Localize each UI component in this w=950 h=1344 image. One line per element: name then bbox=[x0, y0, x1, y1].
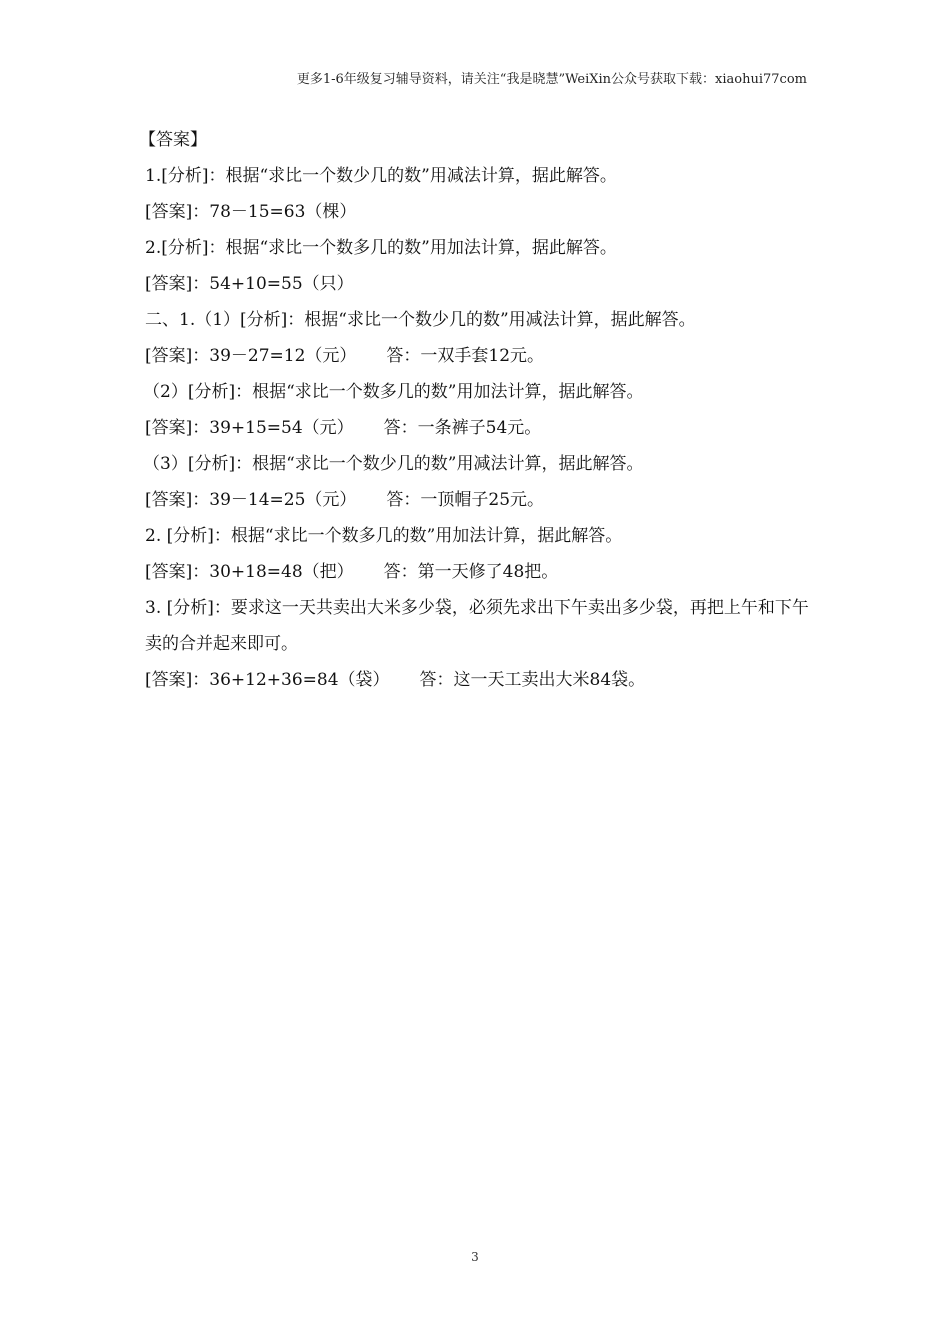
answer-line-5 bbox=[145, 482, 825, 518]
answer-line-1: [答案]：78－15=63（棵） bbox=[145, 202, 357, 222]
answer-line-4 bbox=[145, 410, 825, 446]
analysis-line-1: 1.[分析]：根据“求比一个数少几的数”用减法计算，据此解答。 bbox=[145, 166, 617, 186]
section-title: 【答案】 bbox=[139, 130, 207, 150]
answer-response: 答：一双手套12元。 bbox=[386, 346, 545, 366]
page-number: 3 bbox=[471, 1250, 479, 1264]
answer-equation: [答案]：39+15=54（元） bbox=[145, 418, 354, 438]
answer-equation: [答案]：36+12+36=84（袋） bbox=[145, 670, 390, 690]
answer-equation: [答案]：39－27=12（元） bbox=[145, 346, 357, 366]
answer-line-6 bbox=[145, 554, 825, 590]
answer-response: 答：第一天修了48把。 bbox=[383, 562, 559, 582]
answer-content bbox=[139, 122, 825, 698]
answer-line-3 bbox=[145, 338, 825, 374]
analysis-line-6: 2. [分析]：根据“求比一个数多几的数”用加法计算，据此解答。 bbox=[145, 526, 623, 546]
answer-line-2: [答案]：54+10=55（只） bbox=[145, 274, 354, 294]
analysis-line-3: 二、1.（1）[分析]：根据“求比一个数少几的数”用减法计算，据此解答。 bbox=[145, 310, 696, 330]
answer-equation: [答案]：30+18=48（把） bbox=[145, 562, 354, 582]
analysis-line-2: 2.[分析]：根据“求比一个数多几的数”用加法计算，据此解答。 bbox=[145, 238, 617, 258]
page-header: 更多1-6年级复习辅导资料，请关注“我是晓慧”WeiXin公众号获取下载：xiaohui77com bbox=[296, 72, 807, 87]
analysis-line-7: 3. [分析]：要求这一天共卖出大米多少袋，必须先求出下午卖出多少袋，再把上午和下午卖的合并起来即可。 bbox=[145, 598, 809, 654]
answer-response: 答：一顶帽子25元。 bbox=[386, 490, 545, 510]
answer-response: 答：一条裤子54元。 bbox=[383, 418, 542, 438]
answer-line-7 bbox=[145, 662, 825, 698]
answer-response: 答：这一天工卖出大米84袋。 bbox=[419, 670, 646, 690]
answer-equation: [答案]：39－14=25（元） bbox=[145, 490, 357, 510]
analysis-line-5: （3）[分析]：根据“求比一个数少几的数”用减法计算，据此解答。 bbox=[143, 454, 644, 474]
analysis-line-4: （2）[分析]：根据“求比一个数多几的数”用加法计算，据此解答。 bbox=[143, 382, 644, 402]
